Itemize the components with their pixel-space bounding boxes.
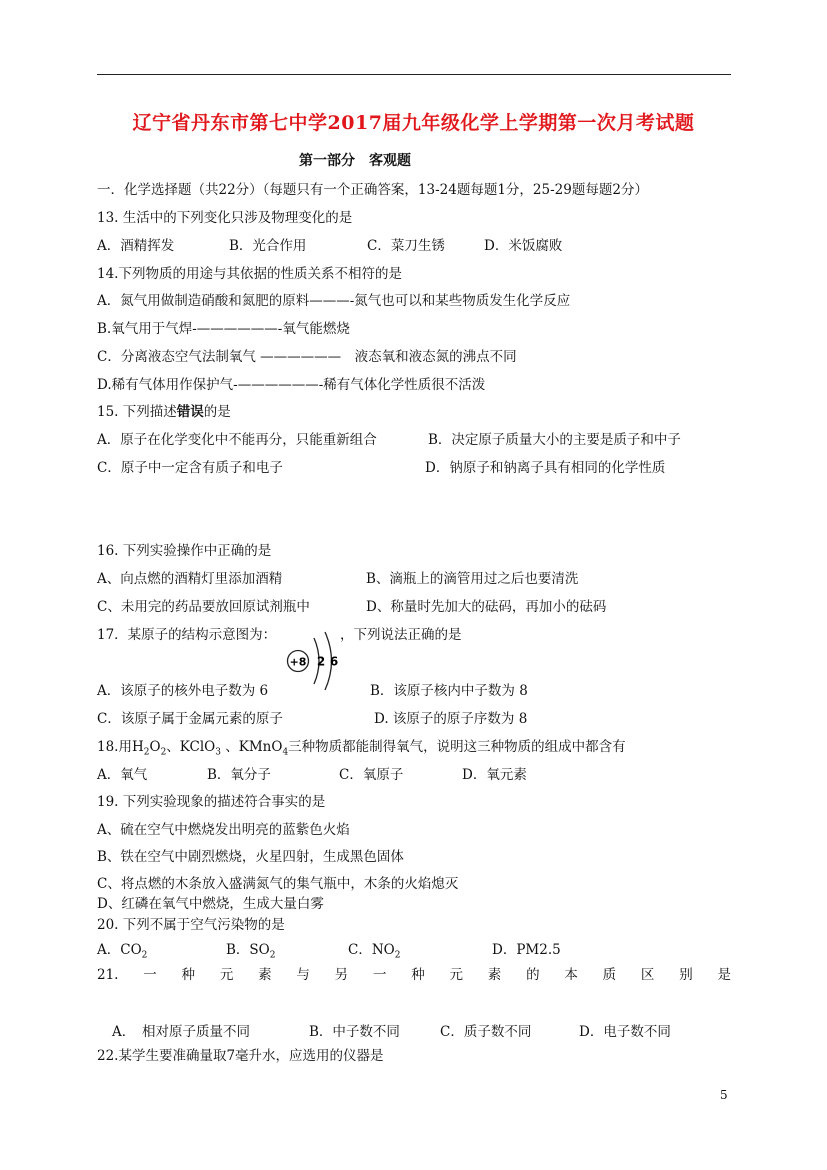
section-heading: 一．化学选择题（共22分）（每题只有一个正确答案，13-24题每题1分，25-29题每题2分） [97,182,648,198]
q21-option-a: A． 相对原子质量不同 [112,1024,250,1040]
q20-option-a: A．$CO_2$ [97,942,148,961]
q18-option-d: D．氧元素 [462,767,527,783]
q21-char: 种 [181,967,196,983]
q14-option-d: D.稀有气体用作保护气-——————-稀有气体化学性质很不活泼 [97,377,486,393]
q17-option-c: C．该原子属于金属元素的原子 [97,711,283,727]
q15-option-a: A．原子在化学变化中不能再分，只能重新组合 [97,432,377,448]
q21-char: 素 [487,967,502,983]
q20-option-d: D．PM2.5 [492,942,561,958]
outer-shell-electrons: 6 [329,654,339,669]
q15-option-d: D．钠原子和钠离子具有相同的化学性质 [425,460,666,476]
q17-stem-pre: 17．某原子的结构示意图为： [97,627,277,643]
nucleus-charge: +8 [289,655,307,669]
q21-char: 别 [679,967,693,983]
q14-option-b: B.氧气用于气焊-——————-氧气能燃烧 [97,321,350,337]
q21-char: 一 [372,967,387,983]
q21-char: 本 [564,967,578,983]
q18-option-c: C．氧原子 [339,767,404,783]
q13-option-c: C．菜刀生锈 [367,238,445,254]
q21-char: 区 [640,967,655,983]
q19-option-c: C、将点燃的木条放入盛满氮气的集气瓶中，木条的火焰熄灭 [97,876,459,892]
q21-option-d: D．电子数不同 [579,1024,671,1040]
q15-option-b: B．决定原子质量大小的主要是质子和中子 [428,432,681,448]
q18-stem: 18.用$H_2O_2$、KClO$_3$ 、KMnO$_4$三种物质都能制得氧气，说明这三种物质的组成中都含有 [97,739,626,758]
q16-option-b: B、滴瓶上的滴管用过之后也要清洗 [366,571,579,587]
q21-char: 另 [334,967,349,983]
q21-char: 是 [717,967,731,983]
q21-option-b: B．中子数不同 [309,1024,400,1040]
q13-option-a: A．酒精挥发 [97,238,175,254]
q20-stem: 20. 下列不属于空气污染物的是 [97,917,285,933]
q15-stem: 15. 下列描述错误的是 [97,404,231,420]
q14-stem: 14.下列物质的用途与其依据的性质关系不相符的是 [97,266,402,282]
q18-option-b: B．氧分子 [207,767,271,783]
q20-option-c: C．$NO_2$ [348,942,401,961]
q13-option-d: D．米饭腐败 [484,238,563,254]
q16-option-c: C、未用完的药品要放回原试剂瓶中 [97,599,310,615]
q18-option-a: A．氧气 [97,767,148,783]
q21-char: 元 [219,967,234,983]
part-subtitle: 第一部分 客观题 [299,153,411,169]
q21-char: 21. [97,967,119,983]
q22-stem: 22.某学生要准确量取7毫升水，应选用的仪器是 [97,1048,384,1064]
q15-option-c: C．原子中一定含有质子和电子 [97,460,283,476]
q17-option-b: B．该原子核内中子数为 8 [370,683,528,699]
q19-option-a: A、硫在空气中燃烧发出明亮的蓝紫色火焰 [97,822,350,838]
q17-stem-post: ，下列说法正确的是 [340,627,462,643]
q16-option-a: A、向点燃的酒精灯里添加酒精 [97,571,283,587]
header-rule [97,74,731,75]
q20-option-b: B．$SO_2$ [226,942,276,961]
q19-option-d: D、红磷在氧气中燃烧，生成大量白雾 [97,896,324,912]
q13-stem: 13. 生活中的下列变化只涉及物理变化的是 [97,210,353,226]
q14-option-c: C．分离液态空气法制氧气 —————— 液态氧和液态氮的沸点不同 [97,349,517,365]
q21-char: 质 [602,967,617,983]
atom-structure-diagram [284,626,350,692]
inner-shell-electrons: 2 [316,654,326,669]
q19-stem: 19. 下列实验现象的描述符合事实的是 [97,794,326,810]
q19-option-b: B、铁在空气中剧烈燃烧，火星四射，生成黑色固体 [97,849,404,865]
q17-option-a: A．该原子的核外电子数为 6 [97,683,269,699]
page-title: 辽宁省丹东市第七中学2017届九年级化学上学期第一次月考试题 [132,112,695,134]
q21-option-c: C．质子数不同 [440,1024,532,1040]
q21-char: 种 [411,967,425,983]
q14-option-a: A．氮气用做制造硝酸和氮肥的原料———-氮气也可以和某些物质发生化学反应 [97,293,571,309]
q21-char: 的 [526,967,540,983]
q16-option-d: D、称量时先加大的砝码，再加小的砝码 [366,599,607,615]
q21-char: 与 [296,967,310,983]
q21-char: 素 [258,967,272,983]
q13-option-b: B．光合作用 [229,238,307,254]
q17-option-d: D. 该原子的原子序数为 8 [374,711,528,727]
q16-stem: 16. 下列实验操作中正确的是 [97,543,272,559]
page-number: 5 [720,1088,728,1102]
q21-stem [97,966,731,984]
q21-char: 元 [449,967,464,983]
q21-char: 一 [143,967,157,983]
